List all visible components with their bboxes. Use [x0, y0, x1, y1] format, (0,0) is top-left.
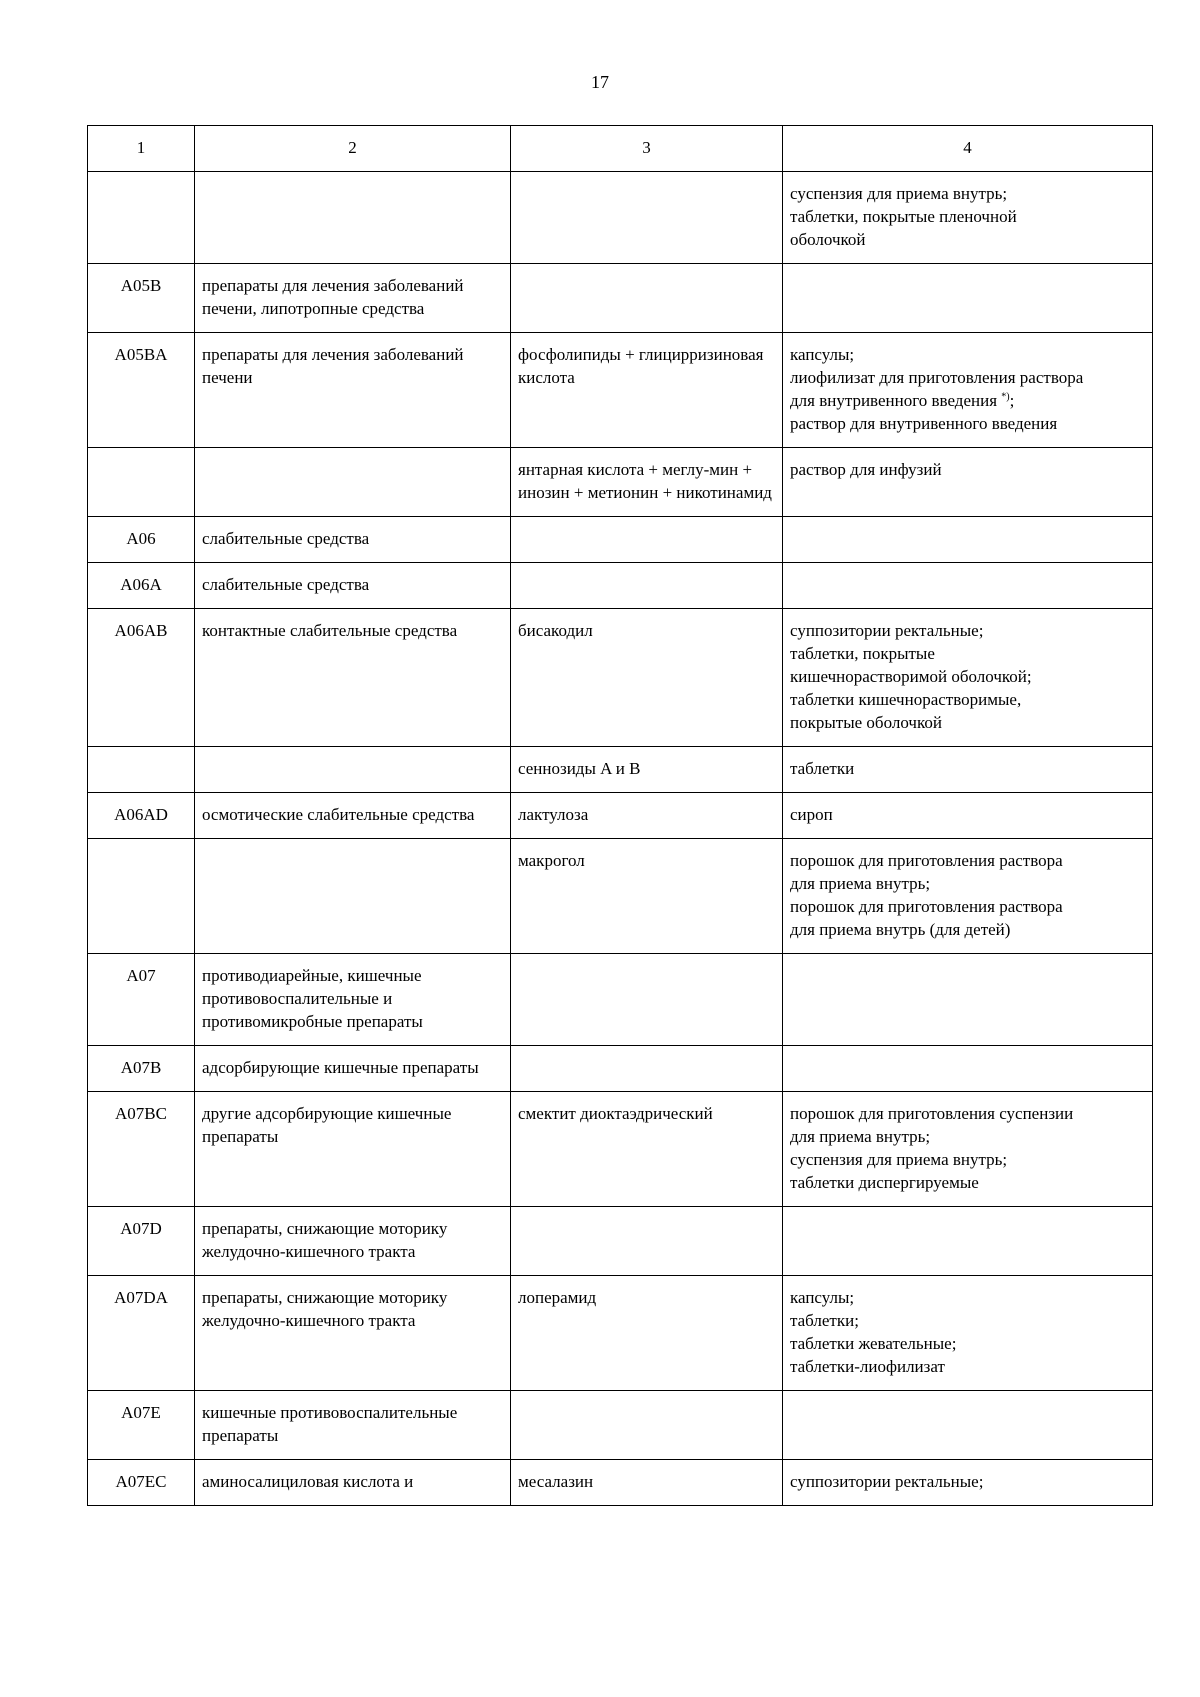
- group-name-cell: [195, 839, 511, 954]
- table-row: [88, 172, 1153, 264]
- table-row: [88, 793, 1153, 839]
- header-row: [88, 126, 1153, 172]
- dosage-form-line: раствор для внутривенного введения: [790, 414, 1058, 433]
- table-row: [88, 1046, 1153, 1092]
- dosage-forms-cell: [783, 1092, 1153, 1207]
- dosage-forms-cell: [783, 1276, 1153, 1391]
- atc-code-cell: [88, 172, 195, 264]
- header-col-2: 2: [195, 126, 511, 172]
- table-row: [88, 1460, 1153, 1506]
- substance-cell: [511, 172, 783, 264]
- substance-cell: [511, 1391, 783, 1460]
- table-row: [88, 517, 1153, 563]
- substance-cell: [511, 264, 783, 333]
- dosage-forms-cell: [783, 1460, 1153, 1506]
- group-name-cell: [195, 172, 511, 264]
- dosage-form-line: оболочкой: [790, 230, 866, 249]
- table-row: [88, 563, 1153, 609]
- dosage-form-line: кишечнорастворимой оболочкой;: [790, 667, 1032, 686]
- atc-code-cell: A06AD: [88, 793, 195, 839]
- group-name-cell: препараты для лечения заболеваний печени, липотропные средства: [195, 264, 511, 333]
- substance-cell: [511, 954, 783, 1046]
- dosage-forms-cell: [783, 563, 1153, 609]
- dosage-form-line: таблетки жевательные;: [790, 1334, 957, 1353]
- dosage-form-line: таблетки;: [790, 1311, 859, 1330]
- dosage-forms-cell: [783, 448, 1153, 517]
- dosage-forms-cell: [783, 954, 1153, 1046]
- table-body: [88, 172, 1153, 1506]
- group-name-cell: другие адсорбирующие кишечные препараты: [195, 1092, 511, 1207]
- table-row: [88, 448, 1153, 517]
- substance-cell: лактулоза: [511, 793, 783, 839]
- dosage-form-line: для приема внутрь (для детей): [790, 920, 1011, 939]
- dosage-forms-cell: [783, 839, 1153, 954]
- substance-cell: макрогол: [511, 839, 783, 954]
- dosage-forms-cell: [783, 1207, 1153, 1276]
- header-col-1: 1: [88, 126, 195, 172]
- footnote-marker: *): [1001, 391, 1010, 403]
- dosage-form-line: раствор для инфузий: [790, 460, 942, 479]
- dosage-form-line: суспензия для приема внутрь;: [790, 1150, 1008, 1169]
- atc-code-cell: A07B: [88, 1046, 195, 1092]
- dosage-form-line: порошок для приготовления раствора: [790, 851, 1063, 870]
- dosage-form-line: таблетки диспергируемые: [790, 1173, 979, 1192]
- header-col-4: 4: [783, 126, 1153, 172]
- dosage-forms-cell: [783, 609, 1153, 747]
- group-name-cell: [195, 448, 511, 517]
- substance-cell: смектит диоктаэдрический: [511, 1092, 783, 1207]
- group-name-cell: аминосалициловая кислота и: [195, 1460, 511, 1506]
- table-row: [88, 1276, 1153, 1391]
- dosage-forms-cell: [783, 333, 1153, 448]
- atc-code-cell: [88, 747, 195, 793]
- table-row: [88, 747, 1153, 793]
- substance-cell: фосфолипиды + глицирризиновая кислота: [511, 333, 783, 448]
- atc-code-cell: A05BA: [88, 333, 195, 448]
- dosage-form-line: порошок для приготовления суспензии: [790, 1104, 1074, 1123]
- group-name-cell: [195, 747, 511, 793]
- table-row: [88, 333, 1153, 448]
- substance-cell: месалазин: [511, 1460, 783, 1506]
- page-number: 17: [591, 72, 609, 92]
- substance-cell: [511, 1046, 783, 1092]
- substance-cell: янтарная кислота + меглу-мин + инозин + метионин + никотинамид: [511, 448, 783, 517]
- dosage-form-line: порошок для приготовления раствора: [790, 897, 1063, 916]
- group-name-cell: противодиарейные, кишечные противовоспалительные и противомикробные препараты: [195, 954, 511, 1046]
- dosage-form-line: капсулы;: [790, 345, 855, 364]
- dosage-form-line: лиофилизат для приготовления раствора: [790, 368, 1084, 387]
- atc-code-cell: A06: [88, 517, 195, 563]
- dosage-form-line: таблетки кишечнорастворимые,: [790, 690, 1022, 709]
- substance-cell: бисакодил: [511, 609, 783, 747]
- dosage-forms-cell: [783, 793, 1153, 839]
- dosage-form-line: суппозитории ректальные;: [790, 1472, 984, 1491]
- substance-cell: [511, 563, 783, 609]
- atc-code-cell: A06A: [88, 563, 195, 609]
- dosage-form-line: для приема внутрь;: [790, 1127, 931, 1146]
- table-header: [88, 126, 1153, 172]
- atc-code-cell: A05B: [88, 264, 195, 333]
- substance-cell: [511, 517, 783, 563]
- atc-code-cell: A07BC: [88, 1092, 195, 1207]
- atc-code-cell: A07EC: [88, 1460, 195, 1506]
- dosage-form-line: таблетки, покрытые: [790, 644, 935, 663]
- header-col-3: 3: [511, 126, 783, 172]
- group-name-cell: препараты, снижающие моторику желудочно-кишечного тракта: [195, 1276, 511, 1391]
- group-name-cell: осмотические слабительные средства: [195, 793, 511, 839]
- dosage-form-line: таблетки, покрытые пленочной: [790, 207, 1017, 226]
- table-row: [88, 1092, 1153, 1207]
- table-row: [88, 839, 1153, 954]
- dosage-forms-cell: [783, 747, 1153, 793]
- substance-cell: сеннозиды A и B: [511, 747, 783, 793]
- dosage-form-line: для внутривенного введения *);: [790, 391, 1015, 410]
- dosage-form-line: суспензия для приема внутрь;: [790, 184, 1008, 203]
- table-row: [88, 1391, 1153, 1460]
- dosage-forms-cell: [783, 172, 1153, 264]
- group-name-cell: слабительные средства: [195, 517, 511, 563]
- atc-code-cell: [88, 448, 195, 517]
- dosage-forms-cell: [783, 264, 1153, 333]
- group-name-cell: слабительные средства: [195, 563, 511, 609]
- dosage-forms-cell: [783, 1046, 1153, 1092]
- group-name-cell: препараты, снижающие моторику желудочно-кишечного тракта: [195, 1207, 511, 1276]
- atc-code-cell: A07DA: [88, 1276, 195, 1391]
- atc-code-cell: A07D: [88, 1207, 195, 1276]
- dosage-forms-cell: [783, 1391, 1153, 1460]
- drug-table: [87, 125, 1153, 1506]
- table-row: [88, 264, 1153, 333]
- atc-code-cell: [88, 839, 195, 954]
- substance-cell: лоперамид: [511, 1276, 783, 1391]
- group-name-cell: препараты для лечения заболеваний печени: [195, 333, 511, 448]
- group-name-cell: адсорбирующие кишечные препараты: [195, 1046, 511, 1092]
- atc-code-cell: A07: [88, 954, 195, 1046]
- table-row: [88, 609, 1153, 747]
- dosage-form-line: капсулы;: [790, 1288, 855, 1307]
- dosage-form-line: для приема внутрь;: [790, 874, 931, 893]
- dosage-forms-cell: [783, 517, 1153, 563]
- table-row: [88, 1207, 1153, 1276]
- group-name-cell: контактные слабительные средства: [195, 609, 511, 747]
- dosage-form-line: таблетки-лиофилизат: [790, 1357, 945, 1376]
- group-name-cell: кишечные противовоспалительные препараты: [195, 1391, 511, 1460]
- atc-code-cell: A07E: [88, 1391, 195, 1460]
- dosage-form-line: покрытые оболочкой: [790, 713, 942, 732]
- dosage-form-line: сироп: [790, 805, 833, 824]
- dosage-form-line: суппозитории ректальные;: [790, 621, 984, 640]
- atc-code-cell: A06AB: [88, 609, 195, 747]
- table-row: [88, 954, 1153, 1046]
- dosage-form-line: таблетки: [790, 759, 855, 778]
- substance-cell: [511, 1207, 783, 1276]
